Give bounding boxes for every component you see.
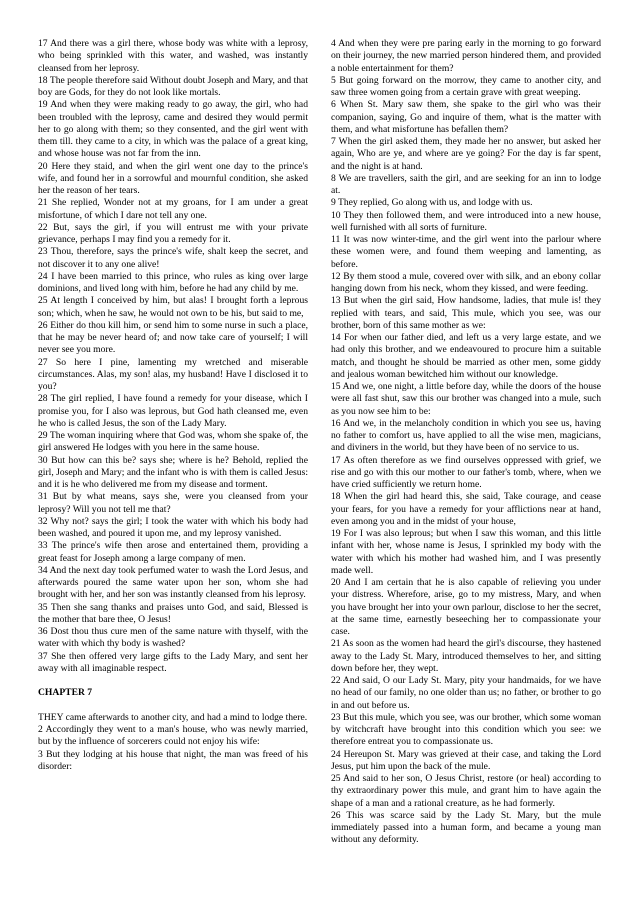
verse-paragraph: 28 The girl replied, I have found a remedy for your disease, which I promise you, for I also was leprous, but God hath cleansed me, even he who is called Jesus, the son of the Lady Mary. xyxy=(38,393,308,429)
verse-paragraph: 13 But when the girl said, How handsome, ladies, that mule is! they replied with tears, and said, This mule, which you see, was our brother, born of this same mother as we: xyxy=(331,295,601,331)
verse-paragraph: 18 When the girl had heard this, she said, Take courage, and cease your fears, for you have a remedy for your afflictions near at hand, even among you and in the midst of your house, xyxy=(331,491,601,527)
verse-paragraph: 23 But this mule, which you see, was our brother, which some woman by witchcraft have brought into this condition which you see: we therefore entreat you to compassionate us. xyxy=(331,711,601,748)
verse-paragraph: 17 And there was a girl there, whose body was white with a leprosy, who being sprinkled with this water, and washed, was instantly cleansed from her leprosy. xyxy=(38,38,308,74)
verse-paragraph: 16 And we, in the melancholy condition in which you see us, having no father to comfort us, have applied to all the wise men, magicians, and diviners in the world, but they have been of no service to us. xyxy=(331,417,601,454)
verse-paragraph: 18 The people therefore said Without doubt Joseph and Mary, and that boy are Gods, for they do not look like mortals. xyxy=(38,74,308,98)
chapter-heading: CHAPTER 7 xyxy=(38,687,93,699)
verse-paragraph: 11 It was now winter-time, and the girl went into the parlour where these women were, and found them weeping and lamenting, as before. xyxy=(331,234,601,270)
verse-paragraph: 6 When St. Mary saw them, she spake to the girl who was their companion, saying, Go and inquire of them, what is the matter with them, and what misfortune has befallen them? xyxy=(331,99,601,135)
document-page xyxy=(38,38,601,868)
verse-paragraph: 7 When the girl asked them, they made her no answer, but asked her again, Who are ye, and where are ye going? For the day is far spent, and the night is at hand. xyxy=(331,136,601,172)
verse-paragraph: 32 Why not? says the girl; I took the water with which his body had been washed, and poured it upon me, and my leprosy vanished. xyxy=(38,515,308,539)
verse-paragraph: 36 Dost thou thus cure men of the same nature with thyself, with the water with which thy body is washed? xyxy=(38,626,308,650)
verse-paragraph: 20 And I am certain that he is also capable of relieving you under your distress. Wherefore, arise, go to my mistress, Mary, and when you have brought her into your own parlour, disclose to her the secret, at the same time, earnestly beseeching her to compassionate your case. xyxy=(331,577,601,637)
verse-paragraph: 33 The prince's wife then arose and entertained them, providing a great feast for Joseph among a large company of men. xyxy=(38,540,308,564)
verse-paragraph: 8 We are travellers, saith the girl, and are seeking for an inn to lodge at. xyxy=(331,172,601,196)
verse-paragraph: 14 For when our father died, and left us a very large estate, and we had only this brother, and we endeavoured to procure him a suitable match, and thought he should be married as other men, some giddy and jealous woman bewitched him without our knowledge. xyxy=(331,332,601,380)
verse-paragraph: 10 They then followed them, and were introduced into a new house, well furnished with all sorts of furniture. xyxy=(331,209,601,233)
verse-paragraph: 21 As soon as the women had heard the girl's discourse, they hastened away to the Lady St. Mary, introduced themselves to her, and sitting down before her, they wept. xyxy=(331,638,601,674)
verse-paragraph: 21 She replied, Wonder not at my groans, for I am under a great misfortune, of which I dare not tell any one. xyxy=(38,197,308,221)
verse-paragraph: 27 So here I pine, lamenting my wretched and miserable circumstances. Alas, my son! alas, my husband! Have I disclosed it to you? xyxy=(38,356,308,392)
verse-paragraph: 2 Accordingly they went to a man's house, who was newly married, but by the influence of sorcerers could not enjoy his wife: xyxy=(38,724,308,748)
verse-paragraph: 25 At length I conceived by him, but alas! I brought forth a leprous son; which, when he saw, he would not own to be his, but said to me, xyxy=(38,295,308,319)
verse-paragraph: 24 I have been married to this prince, who rules as king over large dominions, and lived long with him, before he had any child by me. xyxy=(38,270,308,294)
verse-paragraph: 26 Either do thou kill him, or send him to some nurse in such a place, that he may be never heard of; and now take care of yourself; I will never see you more. xyxy=(38,319,308,356)
verse-paragraph: 19 And when they were making ready to go away, the girl, who had been troubled with the leprosy, came and desired they would permit her to go along with them; so they consented, and the girl went with them till. they came to a city, in which was the palace of a great king, and whose house was not far from the inn. xyxy=(38,99,308,160)
verse-paragraph: 24 Hereupon St. Mary was grieved at their case, and taking the Lord Jesus, put him upon the back of the mule. xyxy=(331,748,601,772)
verse-paragraph: 17 As often therefore as we find ourselves oppressed with grief, we rise and go with this our mother to our father's tomb, where, when we have cried sufficiently we return home. xyxy=(331,454,601,490)
right-text-column xyxy=(331,38,601,868)
verse-paragraph: 22 And said, O our Lady St. Mary, pity your handmaids, for we have no head of our family, no one older than us; no father, or brother to go in and out before us. xyxy=(331,675,601,711)
verse-paragraph: 23 Thou, therefore, says the prince's wife, shalt keep the secret, and not discover it to any one alive! xyxy=(38,246,308,270)
verse-paragraph: 20 Here they staid, and when the girl went one day to the prince's wife, and found her in a sorrowful and mournful condition, she asked her the reason of her tears. xyxy=(38,160,308,196)
verse-paragraph: 26 This was scarce said by the Lady St. Mary, but the mule immediately passed into a human form, and became a young man without any deformity. xyxy=(331,809,601,846)
verse-paragraph: 37 She then offered very large gifts to the Lady Mary, and sent her away with all imaginable respect. xyxy=(38,650,308,674)
verse-paragraph: 31 But by what means, says she, were you cleansed from your leprosy? Will you not tell me that? xyxy=(38,491,308,515)
verse-paragraph: 34 And the next day took perfumed water to wash the Lord Jesus, and afterwards poured the same water upon her son, whom she had brought with her, and her son was instantly cleansed from his leprosy. xyxy=(38,564,308,601)
verse-paragraph: 12 By them stood a mule, covered over with silk, and an ebony collar hanging down from his neck, whom they kissed, and were feeding. xyxy=(331,270,601,294)
verse-paragraph: 15 And we, one night, a little before day, while the doors of the house were all fast shut, saw this our brother was changed into a mule, such as you now see him to be: xyxy=(331,381,601,417)
verse-paragraph: 9 They replied, Go along with us, and lodge with us. xyxy=(331,197,533,209)
verse-paragraph: 30 But how can this be? says she; where is he? Behold, replied the girl, Joseph and Mary; and the infant who is with them is called Jesus: and it is he who delivered me from my disease and torment. xyxy=(38,454,308,490)
left-text-column xyxy=(38,38,308,868)
verse-paragraph: 3 But they lodging at his house that night, the man was freed of his disorder: xyxy=(38,748,308,772)
verse-paragraph: 29 The woman inquiring where that God was, whom she spake of, the girl answered He lodges with you here in the same house. xyxy=(38,430,308,454)
verse-paragraph: 4 And when they were pre paring early in the morning to go forward on their journey, the new married person hindered them, and provided a noble entertainment for them? xyxy=(331,38,601,74)
verse-paragraph: 35 Then she sang thanks and praises unto God, and said, Blessed is the mother that bare thee, O Jesus! xyxy=(38,601,308,625)
verse-paragraph: THEY came afterwards to another city, and had a mind to lodge there. xyxy=(38,711,308,723)
verse-paragraph: 22 But, says the girl, if you will entrust me with your private grievance, perhaps I may find you a remedy for it. xyxy=(38,221,308,245)
verse-paragraph: 5 But going forward on the morrow, they came to another city, and saw three women going from a certain grave with great weeping. xyxy=(331,74,601,98)
verse-paragraph: 25 And said to her son, O Jesus Christ, restore (or heal) according to thy extraordinary power this mule, and grant him to have again the shape of a man and a rational creature, as he had formerly. xyxy=(331,773,601,809)
verse-paragraph: 19 For I was also leprous; but when I saw this woman, and this little infant with her, whose name is Jesus, I sprinkled my body with the water with which his mother had washed him, and I was presently made well. xyxy=(331,528,601,576)
